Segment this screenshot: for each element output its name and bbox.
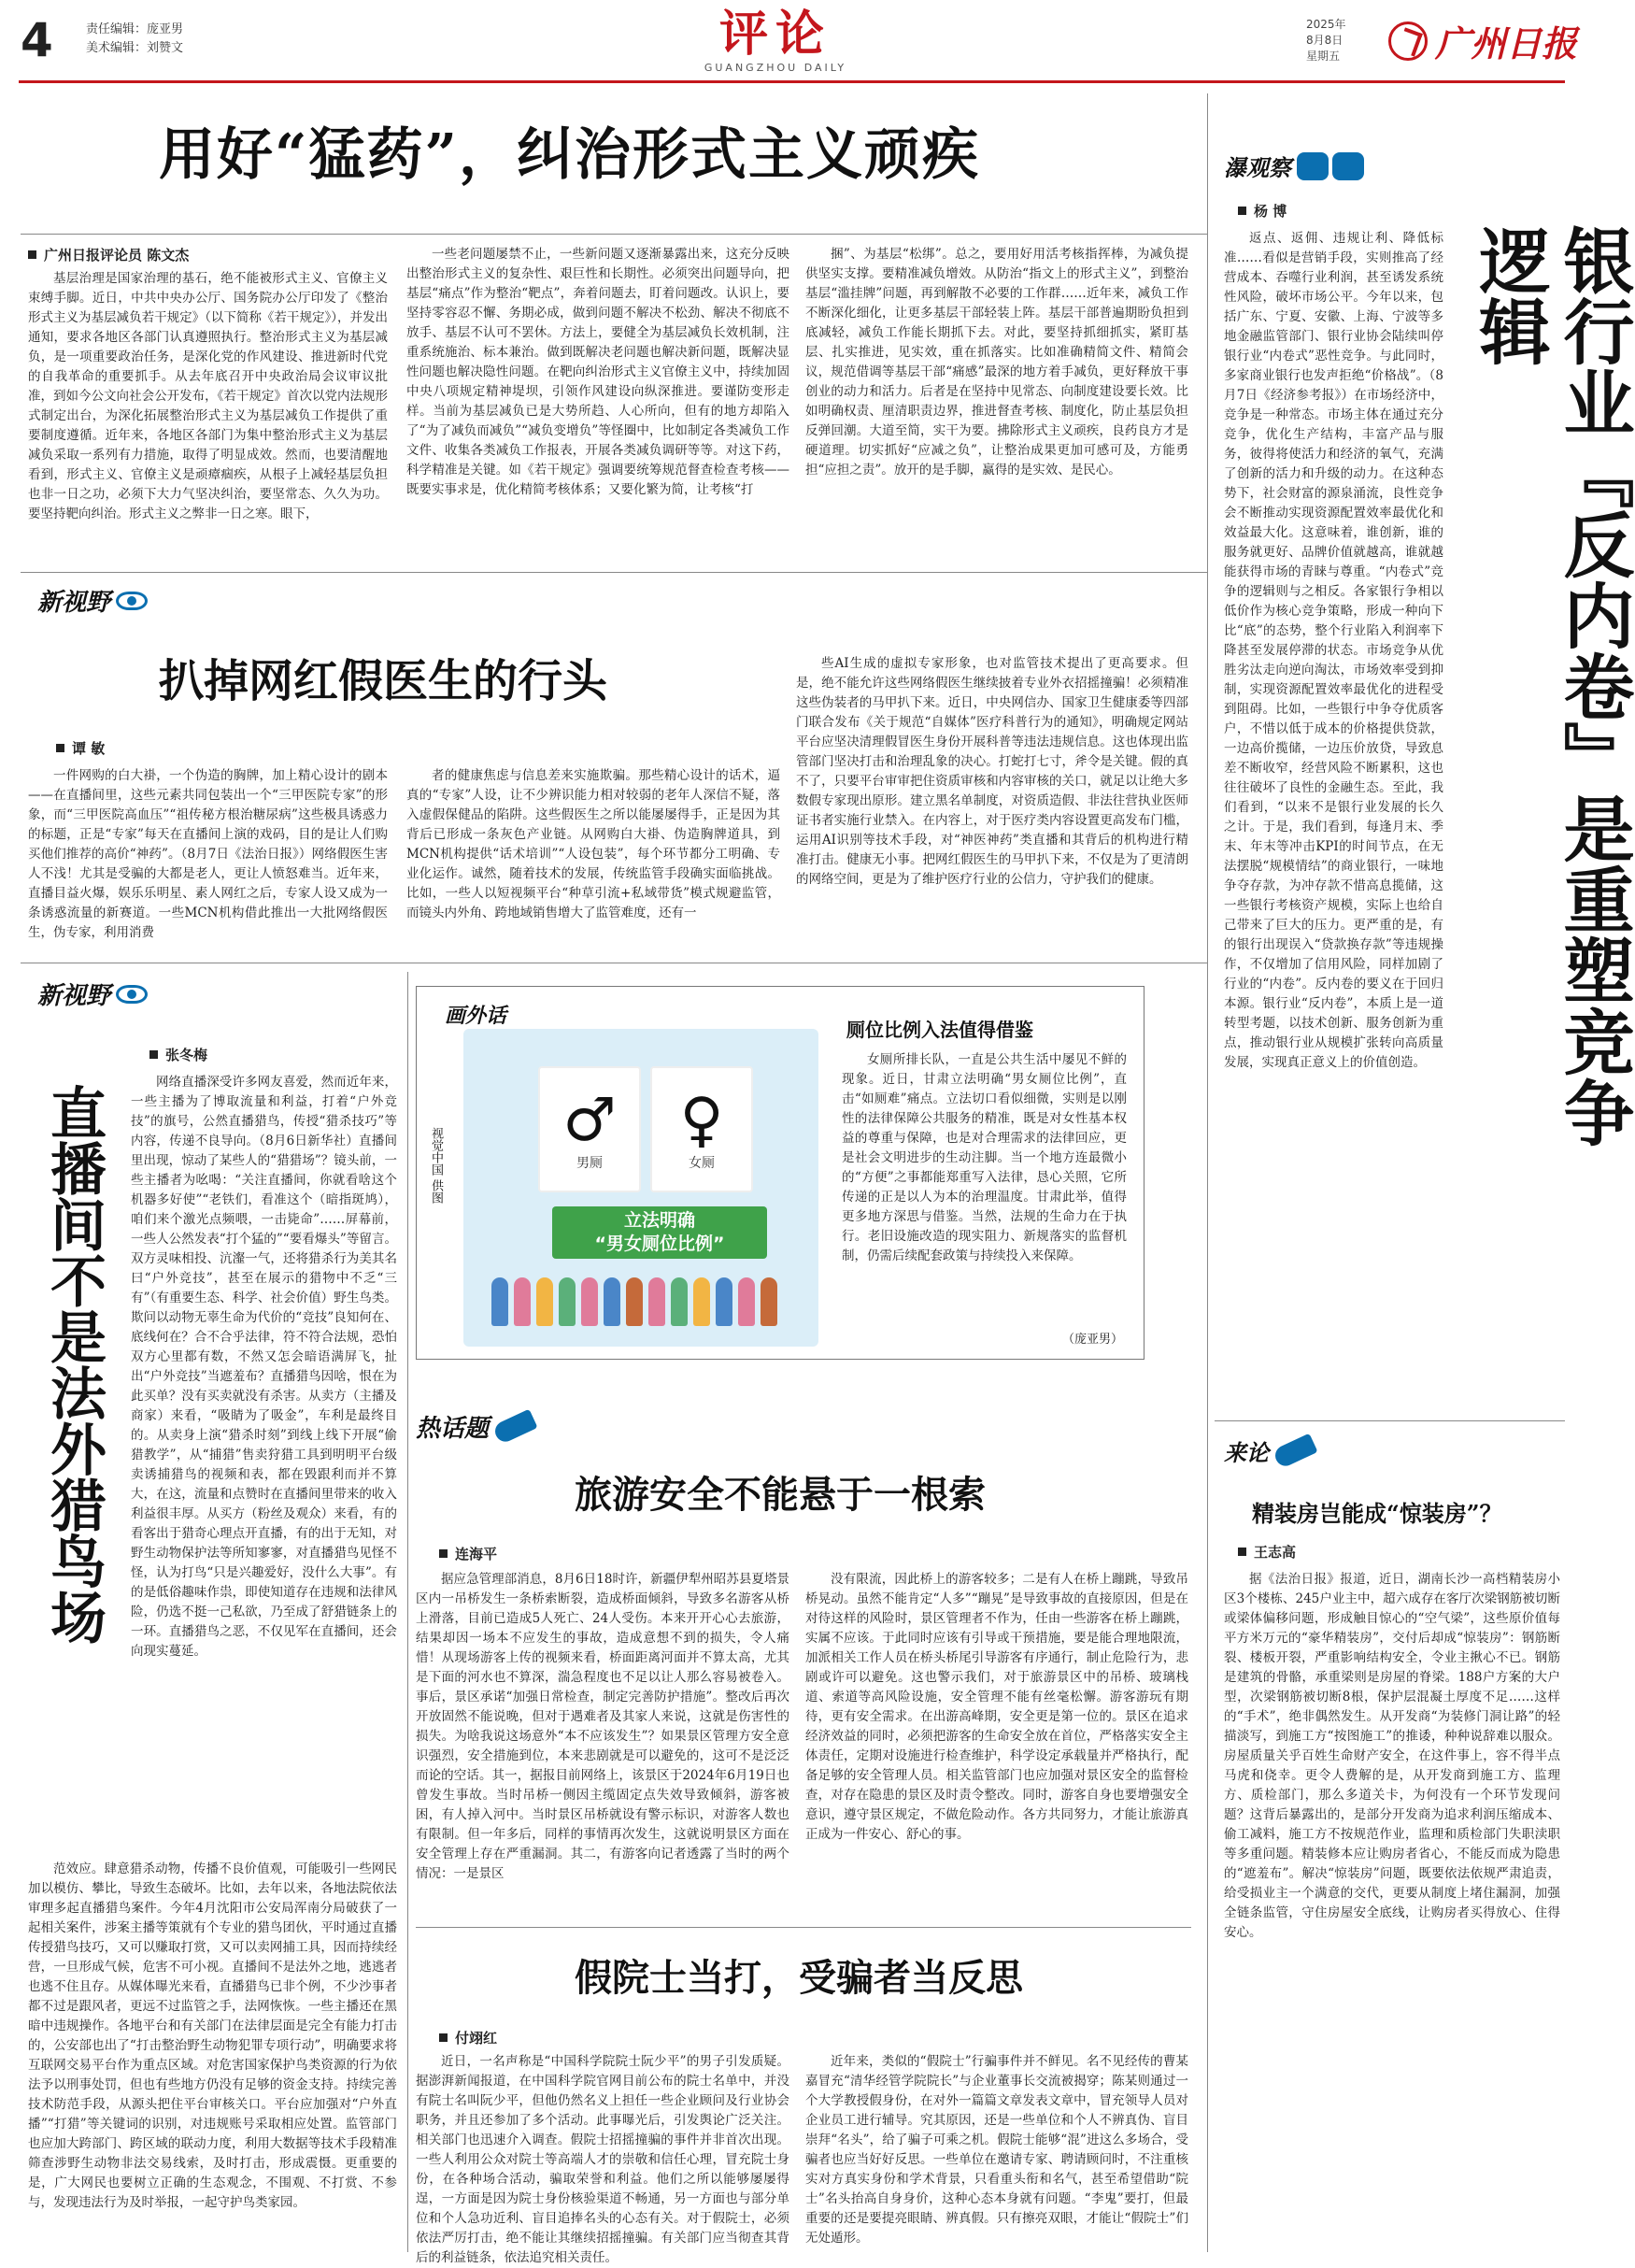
logo-icon (1388, 21, 1428, 61)
byline-bullet-icon (1238, 1548, 1246, 1556)
right1-body: 返点、返佣、违规让利、降低标准……看似是营销手段，实则推高了经营成本、吞噬行业利润，甚至诱发系统性风险，破坏市场公平。今年以来，包括广东、宁夏、安徽、上海、宁波等多地金融监管部门、银行业协会陆续叫停银行业“内卷式”恶性竞争。与此同时，多家商业银行也发声拒绝“价格战”。（8月7日《经济参考报》）在市场经济中，竞争是一种常态。市场主体在通过充分竞争，优化生产结构，丰富产品与服务，彼得将使活力和经济的氧气，充满了创新的活力和升级的动力。在这种态势下，社会财富的源泉涌流，良性竞争会不断推动实现资源配置效率最优化和效益最大化。这意味着，谁创新，谁的服务就更好、品牌价值就越高，谁就越能获得市场的青睐与尊重。“内卷式”竞争的逻辑则与之相反。各家银行争相以低价作为核心竞争策略，形成一种向下比“底”的态势，整个行业陷入利润率下降甚至发展停滞的状态。市场竞争从优胜劣汰走向逆向淘汰，市场效率受到抑制，实现资源配置效率最优化的进程受到阻碍。比如，一些银行中争夺优质客户，不惜以低于成本的价格提供贷款，一边高价揽储，一边压价放贷，导致息差不断收窄，经营风险不断累积，这也往往破坏了良性的金融生态。至此，我们看到，“以来不是银行业发展的长久之计。于是，我们看到，每逢月末、季末、年末等冲击KPI的时间节点，在无法摆脱“规模情结”的商业银行，一味地争夺存款，为冲存款不惜高息揽储，这一些银行考核资产规模，实际上也给自己带来了巨大的压力。更严重的是，有的银行出现误入“贷款换存款”等违规操作，不仅增加了信用风险，同样加剧了行业的“内卷”。反内卷的要义在于回归本源。银行业“反内卷”，本质上是一道转型考题，以技术创新、服务创新为重点，推动银行业从规模扩张转向高质量发展，实现真正意义上的价值创造。 (1224, 231, 1443, 1070)
byline-bullet-icon (56, 744, 64, 752)
divider (407, 972, 408, 2252)
issue-date (1306, 17, 1346, 64)
article3-column-2 (28, 1860, 397, 2252)
lead-byline (28, 245, 189, 264)
sign-label: 女厕 (689, 1155, 715, 1171)
date-year: 2025年 (1306, 18, 1346, 31)
article2-column-3 (796, 654, 1188, 953)
person-icon (648, 1277, 665, 1326)
person-icon (581, 1277, 598, 1326)
microphone-icon (491, 1408, 537, 1445)
divider (21, 572, 1207, 573)
section-title (654, 7, 897, 74)
person-icon (761, 1277, 777, 1326)
person-icon (693, 1277, 710, 1326)
right2-body: 据《法治日报》报道，近日，湖南长沙一高档精装房小区3个楼栋、245户业主中，超六成存在客厅次梁钢筋被切断或梁体偏移问题，形成触目惊心的“空气梁”，这些原价值每平方米万元的“豪华精装房”，交付后却成“惊装房”：钢筋断裂、楼板开裂，严重影响结构安全，令业主揪心不已。钢筋是建筑的骨骼，承重梁则是房屋的脊梁。188户方案的大户型，次梁钢筋被切断8根，保护层混凝土厚度不足……这样的“手术”，绝非偶然发生。从开发商“为装修门洞让路”的轻描淡写，到施工方“按图施工”的推诿，种种说辞难以服众。房屋质量关乎百姓生命财产安全，在这件事上，容不得半点马虎和侥幸。更令人费解的是，从开发商到施工方、监理方、质检部门，那么多道关卡，为何没有一个环节发现问题？这背后暴露出的，是部分开发商为追求利润压缩成本、偷工减料，施工方不按规范作业，监理和质检部门失职渎职等多重问题。精装修本应让购房者省心，不能反而成为隐患的“遮羞布”。解决“惊装房”问题，既要依法依规严肃追责，给受损业主一个满意的交代，更要从制度上堵住漏洞，加强全链条监管，守住房屋安全底线，让购房者买得放心、住得安心。 (1224, 1572, 1560, 1940)
person-icon (738, 1277, 755, 1326)
cartoon-author: （庞亚男） (1061, 1333, 1123, 1347)
article4-headline: 旅游安全不能悬于一根索 (575, 1473, 986, 1517)
article2-col3-text: 些AI生成的虚拟专家形象，也对监管技术提出了更高要求。但是，绝不能允许这些网络假医生继续披着专业外衣招摇撞骗！必须精准这些伪装者的马甲扒下来。近日，中央网信办、国家卫生健康委等四部门联合发布《关于规范“自媒体”医疗科普行为的通知》，明确规定网站平台应坚决清理假冒医生身份开展科普等违法违规信息。这也体现出监管部门坚决打击和治理乱象的决心。打蛇打七寸，斧令是关键。假的真不了，只要平台审审把住资质审核和内容审核的关口，就足以让绝大多数假专家现出原形。建立黑名单制度，对资质造假、非法往营执业医师证书者实施行业禁入。在内容上，对于医疗类内容设置更高发布门槛，运用AI识别等技术手段，对“神医神药”类直播和其背后的机构进行精准打击。健康无小事。把网红假医生的马甲扒下来，不仅是为了更清朗的网络空间，更是为了维护医疗行业的公信力，守护我们的健康。 (796, 656, 1188, 887)
byline-text: 付翊红 (455, 2030, 498, 2047)
article3-headline: 直播间不是法外猎鸟场 (41, 1084, 107, 1645)
article3-column-1 (131, 1073, 397, 1848)
person-icon (559, 1277, 576, 1326)
male-figure-icon: ♂ (562, 1085, 617, 1155)
cartoon-title: 厕位比例入法值得借鉴 (846, 1019, 1033, 1041)
article4-label (416, 1409, 535, 1444)
article2-col1-text: 一件网购的白大褂，一个伪造的胸牌，加上精心设计的剧本——在直播间里，这些元素共同包装出一个“三甲医院专家”的形象，而“三甲医院高血压”“祖传秘方根治糖尿病”这些极具诱惑力的标题，正是“专家”每天在直播间上演的戏码，目的是让人们购买他们推荐的高价“神药”。（8月7日《法治日报》）网络假医生害人不浅！尤其是受骗的大都是老人，更让人愤怒难当。近年来，直播目益火爆，娱乐乐明星、素人网红之后，专家人设又成为一条诱惑流量的新赛道。一些MCN机构借此推出一大批网络假医生，伪专家，利用消费 (28, 768, 388, 940)
person-icon (671, 1277, 688, 1326)
byline-text: 张冬梅 (165, 1047, 208, 1063)
label-text: 新视野 (37, 589, 111, 617)
section-name: 评论 (718, 6, 832, 63)
byline-text: 连海平 (455, 1546, 498, 1562)
person-icon (604, 1277, 620, 1326)
divider (416, 1927, 1191, 1928)
lead-col1-text: 基层治理是国家治理的基石，绝不能被形式主义、官僚主义束缚手脚。近日，中共中央办公厅、国务院办公厅印发了《整治形式主义为基层减负若干规定》（以下简称《若干规定》），并发出通知，要求各地区各部门认真遵照执行。整治形式主义为基层减负，是一项重要政治任务，是深化党的作风建设、推进新时代党的自我革命的重要抓手。从去年底召开中央政治局会议审议批准，到如今公文向社会公开发布，《若干规定》首次以党内法规形式制定出台，为深化拓展整治形式主义为基层减负工作提供了重要制度遵循。近年来，各地区各部门为集中整治形式主义为基层减负采取一系列有力措施，取得了明显成效。然而，也要清醒地看到，形式主义、官僚主义是顽瘴痼疾，从根子上减轻基层负担也非一日之功，必须下大力气坚决纠治，要坚常态、久久为功。要坚持靶向纠治。形式主义之弊非一日之寒。眼下， (28, 271, 388, 521)
article5-column-2 (805, 2052, 1188, 2253)
byline-bullet-icon (439, 2033, 448, 2042)
art-editor-line: 美术编辑：刘赞文 (86, 41, 184, 55)
article5-col1-text: 近日，一名声称是“中国科学院院士阮少平”的男子引发质疑。据澎湃新闻报道，在中国科学院官网目前公布的院士名单中，并没有院士名叫阮少平，但他仍然名义上担任一些企业顾问及行业协会职务，并且还参加了多个活动。此事曝光后，引发舆论广泛关注。相关部门也迅速介入调查。假院士招摇撞骗的事件并非首次出现。一些人利用公众对院士等高端人才的崇敬和信任心理，冒充院士身份，在各种场合活动，骗取荣誉和利益。他们之所以能够屡屡得逞，一方面是因为院士身份核验渠道不畅通，另一方面也与部分单位和个人急功近利、盲目追捧名头的心态有关。对于假院士，必须依法严厉打击，绝不能让其继续招摇撞骗。有关部门应当彻查其背后的利益链条，依法追究相关责任。 (416, 2054, 789, 2265)
lead-column-1 (28, 269, 388, 559)
female-restroom-sign (650, 1066, 753, 1192)
article3-label (37, 977, 148, 1011)
cartoon-body: 女厕所排长队，一直是公共生活中屡见不鲜的现象。近日，甘肃立法明确“男女厕位比例”，直击“如厕难”痛点。立法切口看似细微，实则是以刚性的法律保障公共服务的精准，既是对女性基本权益的尊重与保障，也是对合理需求的法律回应，更是社会文明进步的生动注脚。当一个地方连最微小的“方便”之事都能郑重写入法律，恳心关照，它所传递的正是以人为本的治理温度。甘肃此举，值得更多地方深思与借鉴。当然，法规的生命力在于执行。老旧设施改造的现实阻力、新规落实的监督机制，仍需后续配套政策与持续投入来保障。 (842, 1052, 1127, 1263)
lead-col2-text: 一些老问题屡禁不止，一些新问题又逐渐暴露出来，这充分反映出整治形式主义的复杂性、艰巨性和长期性。必须突出问题导向，把基层“痛点”作为整治“靶点”，奔着问题去，盯着问题改。认识上，要坚持零容忍不懈、务期必成，做到问题不解决不松劲、解决不彻底不放手、基层不认可不罢休。方法上，要健全为基层减负长效机制，注重系统施治、标本兼治。做到既解决老问题也解决新问题，既解决显性问题也解决隐性问题。在靶向纠治形式主义官僚主义中，持续加固中央八项规定精神堤坝，引领作风建设向纵深推进。要谨防变形走样。当前为基层减负已是大势所趋、人心所向，但有的地方却陷入了“为了减负而减负”“减负变增负”等怪圈中，比如制定各类减负工作文件、收集各类减负工作报表，开展各类减负调研等等。对这下药，科学精准是关键。如《若干规定》强调要统筹规范督查检查考核——既要实事求是，优化精简考核体系；又要化繁为简，让考核“打 (406, 247, 789, 497)
article2-column-2 (406, 766, 780, 953)
page-number: 4 (21, 13, 53, 67)
paper-logo (1388, 15, 1577, 66)
article3-byline (149, 1045, 207, 1064)
divider (1215, 1420, 1565, 1421)
editor-credits (86, 21, 183, 58)
article4-col1-text: 据应急管理部消息，8月6日18时许，新疆伊犁州昭苏县夏塔景区内一吊桥发生一条桥索断裂，造成桥面倾斜，导致多名游客从桥上滑落，目前已造成5人死亡、24人受伤。本来开开心心去旅游，结果却因一场本不应发生的事故，造成意想不到的损失，令人痛惜！从现场游客上传的视频来看，桥面距离河面并不算太高，尤其是下面的河水也不算深，湍急程度也不足以让人那么容易被卷入。事后，景区承诺“加强日常检查，制定完善防护措施”。整改后再次开放固然不能说晚，但对于遇难者及其家人来说，这就是伤害性的损失。为啥我说这场意外“本不应该发生”？如果景区管理方安全意识强烈，安全措施到位，本来悲剧就是可以避免的，这可不是泛泛而论的空话。其一，据报目前网络上，该景区于2024年6月19日也曾发生事故。当时吊桥一侧因主缆固定点失效导致倾斜，游客被困，有人掉入河中。当时景区吊桥就设有警示标识，对游客人数也有限制。但一年多后，同样的事情再次发生，这就说明景区方面在安全管理上存在严重漏洞。其二，有游客向记者透露了当时的两个情况：一是景区 (416, 1572, 789, 1881)
byline-text: 谭 敏 (72, 740, 106, 757)
divider (1207, 93, 1208, 2252)
article3-col2-text: 范效应。肆意猎杀动物，传播不良价值观，可能吸引一些网民加以模仿、攀比，导致生态破坏。比如，去年以来，各地法院依法审理多起直播猎鸟案件。今年4月沈阳市公安局浑南分局破获了一起相关案件，涉案主播等策就有个专业的猎鸟团伙，平时通过直播传授猎鸟技巧，又可以赚取打赏，又可以卖网捕工具，因而持续经营，一旦形成气候，危害不可小视。直播间不是法外之地，逃逃者也逃不住且存。从媒体曝光来看，直播猎鸟已非个例，不少沙事者都不过是跟风者，更远不过监管之手，法网恢恢。一些主播还在黑暗中违规操作。各地平台和有关部门在法律层面是完全有能力打击的，公安部也出了“打击整治野生动物犯罪专项行动”，明确要求将互联网交易平台作为重点区域。对危害国家保护鸟类资源的行为依法予以刑事处罚，但也有些地方仍没有足够的资金支持。持续完善技术防范手段，从源头把住平台审核关口。平台应加强对“户外直播”“打猎”等关键词的识别，对违规账号采取相应处置。监管部门也应加大跨部门、跨区域的联动力度，利用大数据等技术手段精准筛查涉野生动物非法交易线索，及时打击，形成震慑。更重要的是，广大网民也要树立正确的生态观念，不围观、不打赏、不参与，发现违法行为及时举报，一起守护鸟类家园。 (28, 1861, 397, 2210)
article2-byline (56, 738, 105, 758)
cartoon-label (445, 1000, 506, 1029)
right2-text (1224, 1570, 1560, 2252)
cartoon-credit: 视觉中国 供图 (429, 1127, 443, 1205)
cartoon-text (842, 1050, 1127, 1331)
binoculars-icon (1297, 152, 1364, 180)
right1-headline: 银行业『反内卷』是重塑竞争逻辑 (1468, 224, 1635, 1148)
banner-line-1: 立法明确 (623, 1210, 695, 1231)
article4-column-1 (416, 1570, 789, 1916)
byline-bullet-icon (149, 1050, 158, 1059)
divider (21, 234, 1207, 235)
article5-column-1 (416, 2052, 789, 2265)
article4-column-2 (805, 1570, 1188, 1916)
right2-byline (1238, 1542, 1296, 1562)
cartoon-box (416, 986, 1144, 1360)
label-text: 瀑观察 (1224, 154, 1291, 181)
person-icon (514, 1277, 531, 1326)
right2-headline: 精装房岂能成“惊装房”？ (1252, 1500, 1502, 1527)
article4-byline (439, 1544, 497, 1563)
banner-line-2: “男女厕位比例” (594, 1234, 725, 1254)
label-text: 热话题 (416, 1415, 490, 1443)
lead-column-3 (805, 245, 1188, 559)
lead-col3-text: 捆”、为基层“松绑”。总之，要用好用活考核指挥棒，为减负提供坚实支撑。要精准减负增效。从防治“指文上的形式主义”，到整治基层“滥挂牌”问题，再到解散不必要的工作群……近年来，减负工作不断深化细化，让更多基层干部轻装上阵。基层干部普遍期盼负担到底减轻，减负工作能长期抓下去。对此，要坚持抓细抓实，紧盯基层、扎实推进，见实效，重在抓落实。比如准确精简文件、精简会议，规范借调等基层干部“痛感”最深的地方着手减负，更好释放干事创业的动力和活力。后者是在坚持中见常态、向制度建设要长效。比如明确权责、厘清职责边界，推进督查考核、制度化，防止基层负担反弹回潮。大道至简，实干为要。拂除形式主义顽疾，良药良方才是硬道理。切实抓好“应减之负”，让整治成果更加可感可及，方能勇担“应担之责”。放开的是手脚，赢得的是实效、是民心。 (805, 247, 1188, 478)
article2-label (37, 583, 148, 618)
byline-bullet-icon (439, 1549, 448, 1558)
lead-headline: 用好“猛药”，纠治形式主义顽疾 (159, 122, 981, 188)
article2-headline: 扒掉网红假医生的行头 (159, 655, 608, 707)
queue-people (491, 1277, 777, 1334)
article2-col2-text: 者的健康焦虑与信息差来实施欺骗。那些精心设计的话术，逼真的“专家”人设，让不少辨识能力相对较弱的老年人深信不疑，落入虚假保健品的陷阱。这些假医生之所以能屡屡得手，正是因为其背后已形成一条灰色产业链。从网购白大褂、伪造胸牌道具，到MCN机构提供“话术培训”“人设包装”，每个环节都分工明确、专业化运作。诚然，随着技术的发展，传统监管手段确实面临挑战。比如，一些人以短视频平台“种草引流+私域带货”模式规避监管，而镜头内外角、跨地域销售增大了监管难度，还有一 (406, 768, 780, 920)
masthead-rule (19, 80, 1565, 83)
lead-column-2 (406, 245, 789, 559)
right1-text (1224, 229, 1443, 1411)
right1-label (1224, 150, 1364, 182)
male-restroom-sign (538, 1066, 641, 1192)
right1-byline (1238, 201, 1287, 221)
cartoon-banner (552, 1206, 767, 1259)
masthead (0, 0, 1584, 82)
person-icon (491, 1277, 508, 1326)
section-english: GUANGZHOU DAILY (704, 62, 847, 74)
paper-name: 广州日报 (1435, 22, 1578, 64)
byline-bullet-icon (28, 250, 36, 259)
female-figure-icon: ♀ (679, 1085, 724, 1155)
byline-text: 广州日报评论员 陈文杰 (44, 247, 190, 264)
date-weekday: 星期五 (1306, 50, 1341, 63)
cartoon-image (463, 1029, 818, 1347)
label-text: 新视野 (37, 982, 111, 1010)
person-icon (626, 1277, 643, 1326)
editor-line: 责任编辑：庞亚男 (86, 22, 184, 36)
article5-col2-text: 近年来，类似的“假院士”行骗事件并不鲜见。名不见经传的曹某嘉冒充“清华经管学院院长”与企业董事长交流被揭穿；陈某则通过一个大学教授假身份，在对外一篇篇文章发表文章中，冒充领导人员对企业员工进行辅导。究其原因，还是一些单位和个人不辨真伪、盲目崇拜“名头”，给了骗子可乘之机。假院士能够“混”进这么多场合，受骗者也应当好好反思。一些单位在邀请专家、聘请顾问时，不注重核实对方真实身份和学术背景，只看重头衔和名气，甚至希望借助“院士”名头抬高自身身价，这种心态本身就有问题。“李鬼”要打，但最重要的还是要提亮眼睛、辨真假。只有擦亮双眼，才能让“假院士”们无处遁形。 (805, 2054, 1188, 2246)
microphone-icon (1272, 1433, 1317, 1469)
byline-text: 杨 博 (1254, 203, 1287, 220)
label-text: 画外话 (445, 1004, 507, 1028)
article2-column-1 (28, 766, 388, 953)
byline-text: 王志高 (1254, 1544, 1297, 1561)
eye-icon (116, 985, 148, 1004)
article5-byline (439, 2028, 497, 2047)
article5-headline: 假院士当打，受骗者当反思 (575, 1956, 1023, 2000)
article3-col1-text: 网络直播深受许多网友喜爱，然而近年来，一些主播为了博取流量和利益，打着“户外竞技”的旗号，公然直播猎鸟，传授“猎杀技巧”等内容，传递不良导向。（8月6日新华社）直播间里出现，惊动了某些人的“猎猎场”？镜头前，一些主播者为吆喝：“关注直播间，你就看啥这个机器多好使”“老铁们，看准这个（暗指斑鸠），咱们来个激光点频喂，一击毙命”……屏幕前，一些人公然发表“打个猛的”“要看爆头”等留言。双方灵味相投、沆瀣一气，还将猎杀行为美其名曰“户外竞技”，甚至在展示的猎物中不乏“三有”（有重要生态、科学、社会价值）野生鸟类。欺问以动物无辜生命为代价的“竞技”良知何在、底线何在？合不合乎法律，符不符合法规，恐怕双方心里都有数，不然又怎会暗语满屏飞，扯出“户外竞技”当遮羞布？直播猎鸟因啥，恨在为此买单？没有买卖就没有杀害。从卖方（主播及商家）来看，“吸睛为了吸金”，车利是最终目的。从卖身上演“猎杀时刻”到线上线下开展“偷猎教学”，从“捕猎”售卖狩猎工具到明明平台级卖诱捕猎鸟的视频和表，都在毁跟利而并不算大，在这，流量和点赞时在直播间里带来的收入利益很丰厚。从买方（粉丝及观众）来看，有的看客出于猎奇心理点开直播，有的出于无知，对野生动物保护法等所知寥寥，对直播猎鸟见怪不怪，认为打鸟“只是兴趣爱好，没什么大事”。有的是低俗趣味作祟，即使知道存在违规和法律风险，仍选不挺一己私欲，乃至成了舒猎链条上的一环。直播猎鸟之恶，不仅见军在直播间，还会向现实蔓延。 (131, 1075, 397, 1659)
sign-label: 男厕 (576, 1155, 603, 1171)
date-monthday: 8月8日 (1306, 34, 1344, 47)
label-text: 来论 (1224, 1439, 1269, 1466)
person-icon (536, 1277, 553, 1326)
article4-col2-text: 没有限流，因此桥上的游客较多；二是有人在桥上蹦跳，导致吊桥晃动。虽然不能肯定“人多”“蹦晃”是导致事故的直接原因，但是在对待这样的风险时，景区管理者不作为，任由一些游客在桥上蹦跳，实属不应该。于此同时应该有引导或干预措施，要是能合理地限流，加派相关工作人员在桥头桥尾引导游客有序通行，制止危险行为，悲剧或许可以避免。这也警示我们，对于旅游景区中的吊桥、玻璃栈道、索道等高风险设施，安全管理不能有丝毫松懈。游客游玩有期待，更有安全需求。在出游高峰期，安全更是第一位的。景区在追求经济效益的同时，必须把游客的生命安全放在首位，严格落实安全主体责任，定期对设施进行检查维护，科学设定承载量并严格执行，配备足够的安全管理人员。相关监管部门也应加强对景区安全的监督检查，对存在隐患的景区及时责令整改。同时，游客自身也要增强安全意识，遵守景区规定，不做危险动作。各方共同努力，才能让旅游真正成为一件安心、舒心的事。 (805, 1572, 1188, 1842)
right2-label (1224, 1434, 1315, 1467)
byline-bullet-icon (1238, 207, 1246, 215)
person-icon (716, 1277, 732, 1326)
eye-icon (116, 592, 148, 610)
